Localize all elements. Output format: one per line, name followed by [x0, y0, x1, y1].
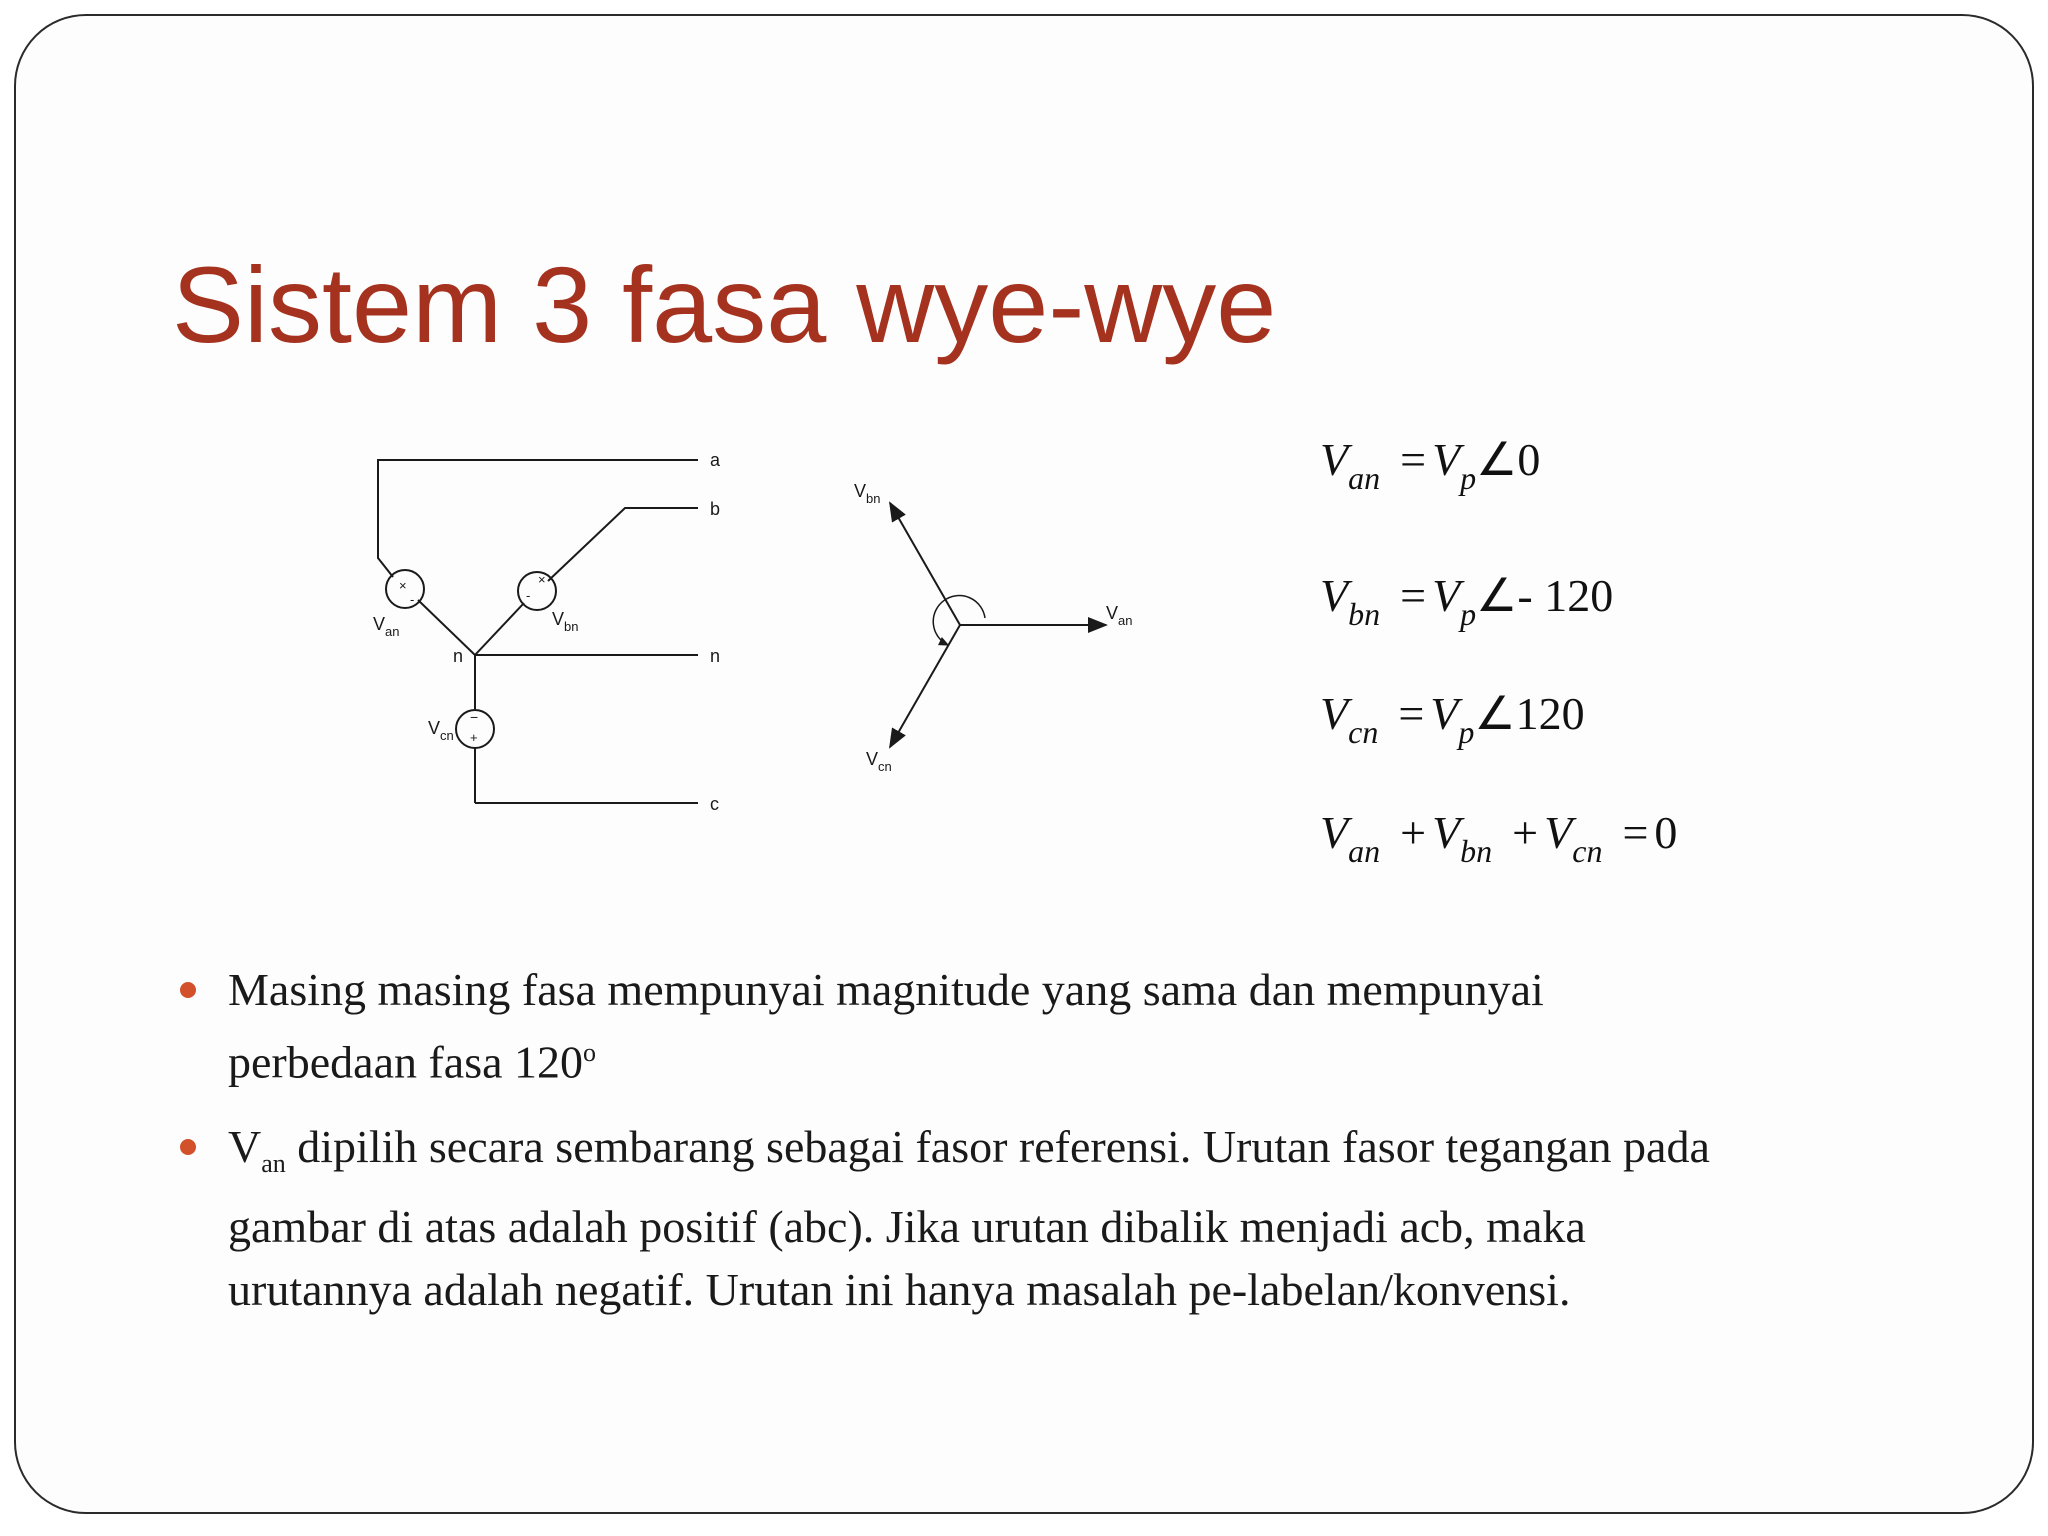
phasor-vector-cn: [890, 625, 960, 747]
terminal-c: c: [710, 794, 719, 814]
neutral-node-label: n: [453, 646, 464, 666]
wire-van-n: [418, 600, 475, 655]
bullet-text: Masing masing fasa mempunyai magnitude yang sama dan mempunyai perbedaan fasa 120: [228, 964, 1544, 1088]
source-vbn: [518, 572, 556, 610]
degree-superscript: o: [583, 1038, 597, 1067]
source-vbn-minus: -: [526, 588, 531, 603]
label-vcn: $V_{cn}$: [428, 718, 454, 743]
phasor-diagram: [840, 470, 1160, 780]
bullet-text: dipilih secara sembarang sebagai fasor referensi. Urutan fasor tegangan pada gambar di atas adalah positif (abc). Jika urutan dibalik menjadi acb, maka urutannya adalah negatif. Urutan ini hanya masalah pe-labelan/konvensi.: [228, 1121, 1710, 1316]
terminal-b: b: [710, 499, 721, 519]
phase-rotation-arc: [933, 596, 985, 645]
equation-vbn: $V_{bn}$ = $V_p\angle-$ 120: [1320, 570, 1614, 632]
label-vbn: $V_{bn}$: [552, 609, 579, 634]
bullet-lead: V: [228, 1121, 262, 1173]
label-van: $V_{an}$: [373, 614, 400, 639]
bullet-item: [178, 958, 1738, 1093]
wire-b: [548, 508, 698, 581]
source-vcn-minus: −: [470, 709, 479, 725]
terminal-n: n: [710, 646, 721, 666]
bullet-lead-subscript: an: [261, 1149, 286, 1179]
equation-sum: $V_{an} + V_{bn} + V_{cn} = 0$: [1320, 807, 1678, 869]
slide-title: Sistem 3 fasa wye-wye: [172, 244, 1277, 365]
phasor-label-van: $V_{an}$: [1106, 603, 1133, 628]
source-vcn-plus: +: [470, 730, 478, 745]
bullet-item: [178, 1115, 1738, 1321]
bullet-list: [178, 958, 1738, 1343]
bullet-dot-icon: [180, 1139, 196, 1155]
source-vbn-plus: ×: [538, 572, 546, 587]
source-van-plus: ×: [399, 578, 407, 593]
wire-a: [378, 460, 698, 577]
phasor-vector-bn: [890, 503, 960, 625]
bullet-dot-icon: [180, 982, 196, 998]
phasor-label-vbn: $V_{bn}$: [854, 481, 881, 506]
equation-vcn: $V_{cn}$ = $V_p\angle 120$: [1320, 688, 1585, 750]
wye-circuit-diagram: [355, 440, 755, 830]
source-van-minus: -: [410, 592, 415, 607]
terminal-a: a: [710, 450, 721, 470]
equation-van: $V_{an}$ = $V_p\angle 0$: [1320, 434, 1541, 496]
wire-vbn-n: [475, 603, 524, 655]
phasor-label-vcn: $V_{cn}$: [866, 749, 892, 774]
